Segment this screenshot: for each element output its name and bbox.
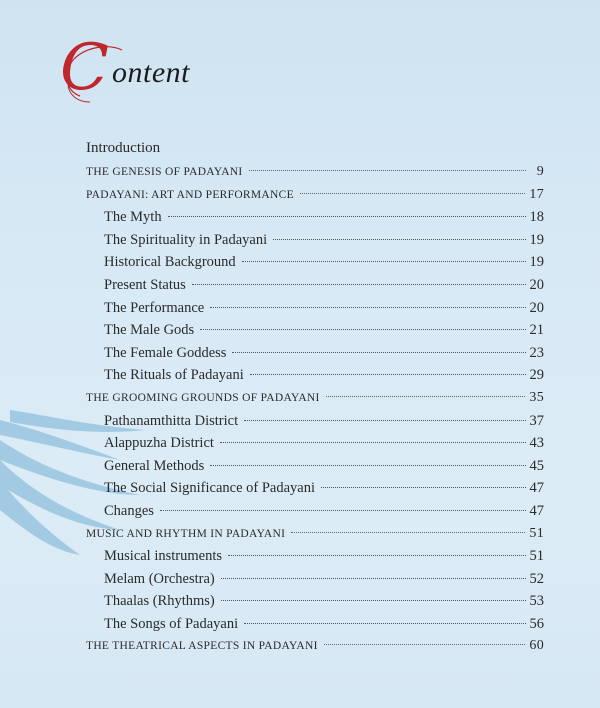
toc-page-number: 19 <box>529 254 544 271</box>
toc-entry-label: THE GROOMING GROUNDS OF PADAYANI <box>86 391 320 404</box>
toc-subentry[interactable] <box>86 300 544 323</box>
toc-entry-label: Present Status <box>104 276 186 293</box>
toc-section[interactable] <box>86 638 544 661</box>
toc-page-number: 60 <box>529 638 544 654</box>
toc-subentry[interactable] <box>86 277 544 300</box>
toc-page-number: 19 <box>529 231 544 248</box>
page-title <box>60 31 260 106</box>
toc-entry-label: Historical Background <box>104 254 236 271</box>
toc-entry-label: Thaalas (Rhythms) <box>104 593 215 610</box>
toc-section[interactable] <box>86 164 544 187</box>
toc-subentry[interactable] <box>86 458 544 481</box>
toc-entry-label: Changes <box>104 502 154 519</box>
toc-entry-label: The Male Gods <box>104 322 195 339</box>
toc-page-number: 37 <box>529 412 544 429</box>
toc-entry-label: The Female Goddess <box>104 344 227 361</box>
toc-entry-label: THE GENESIS OF PADAYANI <box>86 166 243 178</box>
dot-leader <box>300 192 525 194</box>
toc-page-number: 29 <box>529 367 544 384</box>
toc-subentry[interactable] <box>86 548 544 571</box>
toc-subentry[interactable] <box>86 367 544 390</box>
dot-leader <box>228 554 525 556</box>
toc-page-number: 47 <box>529 480 544 497</box>
toc-entry-label: The Spirituality in Padayani <box>104 231 268 248</box>
dot-leader <box>220 441 526 443</box>
toc-page-number: 51 <box>529 525 544 541</box>
dot-leader <box>200 328 525 330</box>
toc-page-number: 52 <box>529 570 544 587</box>
toc-entry-label: Melam (Orchestra) <box>104 570 215 587</box>
dot-leader <box>232 351 525 353</box>
title-initial: C <box>60 31 109 105</box>
toc-entry-label: The Rituals of Padayani <box>104 367 244 384</box>
toc-subentry[interactable] <box>86 322 544 345</box>
toc-subentry[interactable] <box>86 503 544 526</box>
toc-entry-label: MUSIC AND RHYTHM IN PADAYANI <box>86 527 286 540</box>
dot-leader <box>326 395 526 397</box>
dot-leader <box>168 215 526 217</box>
toc-page-number: 35 <box>529 389 544 405</box>
toc-subentry[interactable] <box>86 254 544 277</box>
toc-page-number: 9 <box>536 164 544 179</box>
toc-subentry[interactable] <box>86 435 544 458</box>
toc-entry-label: Alappuzha District <box>104 435 214 452</box>
dot-leader <box>160 509 526 511</box>
dot-leader <box>324 643 526 645</box>
toc-page-number: 17 <box>529 186 544 202</box>
toc-subentry[interactable] <box>86 345 544 368</box>
toc-entry-label: Musical instruments <box>104 548 223 565</box>
toc-intro[interactable] <box>86 140 544 164</box>
toc-page-number: 23 <box>529 344 544 361</box>
dot-leader <box>221 577 526 579</box>
toc-entry-label: Introduction <box>86 140 161 156</box>
dot-leader <box>249 169 526 171</box>
dot-leader <box>210 464 525 466</box>
dot-leader <box>273 238 525 240</box>
toc-section[interactable] <box>86 390 544 413</box>
toc-entry-label: The Songs of Padayani <box>104 615 239 632</box>
toc-page-number: 21 <box>529 322 544 339</box>
toc-page-number: 47 <box>529 502 544 519</box>
toc-entry-label: The Myth <box>104 209 162 226</box>
toc-subentry[interactable] <box>86 209 544 232</box>
toc-entry-label: General Methods <box>104 457 205 474</box>
toc-page-number: 53 <box>529 593 544 610</box>
toc-section[interactable] <box>86 526 544 549</box>
toc-page-number: 18 <box>529 209 544 226</box>
dot-leader <box>321 486 526 488</box>
toc-entry-label: PADAYANI: ART AND PERFORMANCE <box>86 188 294 201</box>
toc-page-number: 20 <box>529 299 544 316</box>
toc-entry-label: THE THEATRICAL ASPECTS IN PADAYANI <box>86 640 318 653</box>
dot-leader <box>192 283 526 285</box>
toc-entry-label: Pathanamthitta District <box>104 412 239 429</box>
title-text: ontent <box>112 56 190 89</box>
toc-page-number: 56 <box>529 615 544 632</box>
toc-subentry[interactable] <box>86 232 544 255</box>
toc-page-number: 20 <box>529 276 544 293</box>
toc-subentry[interactable] <box>86 413 544 436</box>
toc-page-number: 45 <box>529 457 544 474</box>
toc-subentry[interactable] <box>86 593 544 616</box>
toc-page-number: 51 <box>529 548 544 565</box>
dot-leader <box>242 260 526 262</box>
dot-leader <box>221 599 526 601</box>
dot-leader <box>291 531 525 533</box>
dot-leader <box>210 306 525 308</box>
toc-subentry[interactable] <box>86 480 544 503</box>
toc-subentry[interactable] <box>86 616 544 639</box>
dot-leader <box>244 419 525 421</box>
toc-entry-label: The Performance <box>104 299 205 316</box>
dot-leader <box>250 373 526 375</box>
toc-section[interactable] <box>86 187 544 210</box>
toc-page-number: 43 <box>529 435 544 452</box>
dot-leader <box>244 622 525 624</box>
toc-entry-label: The Social Significance of Padayani <box>104 480 315 497</box>
toc-subentry[interactable] <box>86 571 544 594</box>
table-of-contents <box>86 140 544 661</box>
